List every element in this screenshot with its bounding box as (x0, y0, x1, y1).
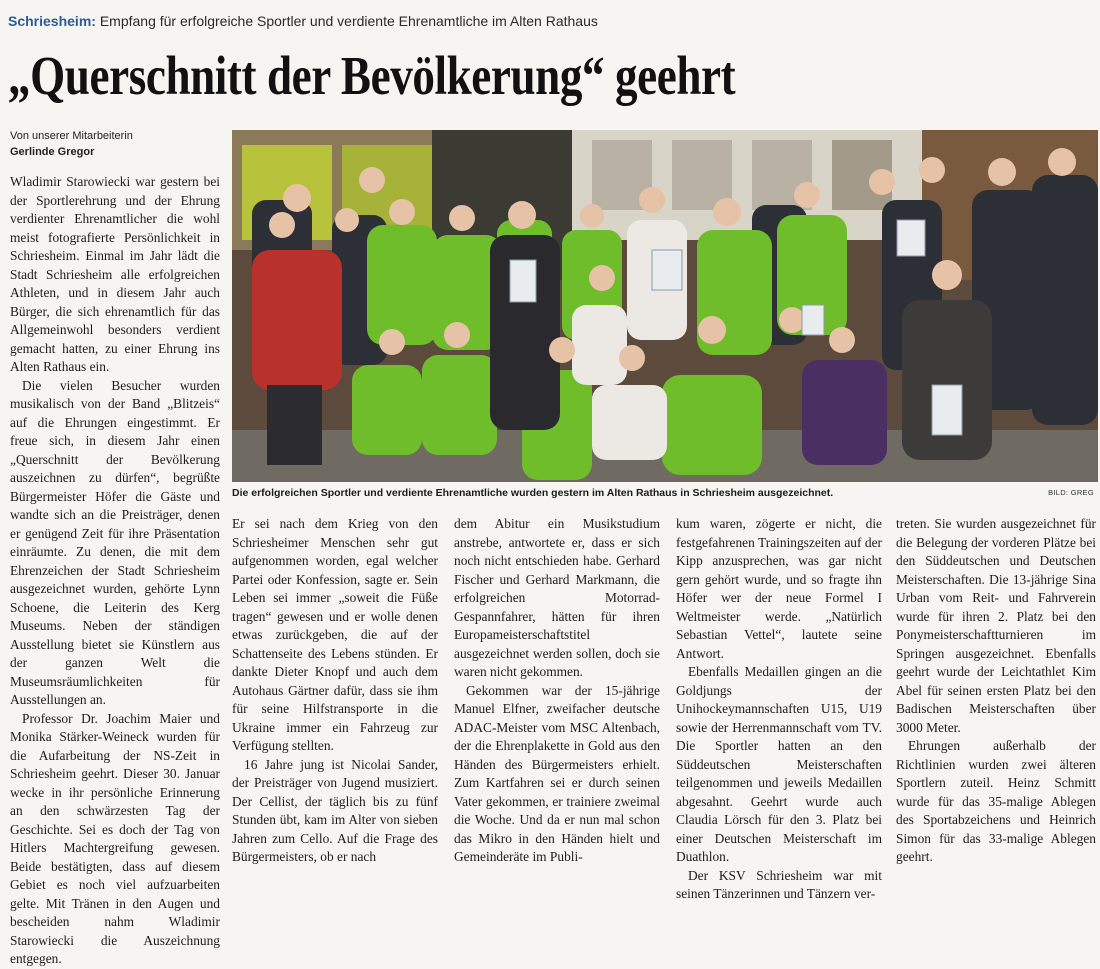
text-column-3 (454, 515, 660, 864)
text-column-4 (676, 515, 882, 901)
photo-credit: BILD: GREG (1048, 488, 1094, 497)
headline: „Querschnitt der Bevölkerung“ geehrt (8, 45, 736, 106)
kicker-text: Empfang für erfolgreiche Sportler und verdiente Ehrenamtliche im Alten Rathaus (99, 13, 598, 29)
text-column-2 (232, 515, 438, 864)
byline-intro: Von unserer Mitarbeiterin (10, 130, 133, 142)
photo-caption: Die erfolgreichen Sportler und verdiente Ehrenamtliche wurden gestern im Alten Rathaus in Schriesheim ausgezeichnet. (232, 487, 834, 499)
paragraph: Ebenfalls Medaillen gingen an die Goldjungs der Unihockeymannschaften U15, U19 sowie der Herrenmannschaft vom TV. Die Sportler hatten an den Süddeutschen Meisterschaften teilgenommen und jeweils Medaillen abgesahnt. Geehrt wurde auch Claudia Lörsch für den 3. Platz bei einer Deutschen Meisterschaft im Duathlon. (676, 664, 882, 864)
paragraph: kum waren, zögerte er nicht, die festgefahrenen Trainingszeiten auf der Kipp anzusprechen, was gar nicht gern gehört wurde, und so fragte ihn Höfer wer der neue Formel I Weltmeister werde. „Natürlich Sebastian Vettel“, lautete seine Antwort. (676, 516, 882, 661)
paragraph: Gekommen war der 15-jährige Manuel Elfner, zweifacher deutsche ADAC-Meister vom MSC Altenbach, der die Ehrenplakette in Gold aus den Händen des Bürgermeisters erhielt. Zum Kartfahren sei er durch seinen Vater gekommen, er trainiere zweimal die Woche. Und da er nun mal schon das Mikro in den Händen hielt und Gemeinderäte im Publi- (454, 682, 660, 864)
paragraph: Er sei nach dem Krieg von den Schriesheimer Menschen sehr gut aufgenommen worden, egal welcher Partei oder Konfession, sagte er. Sein Leben sei immer „soweit die Füße tragen“ gewesen und er wolle denen etwas zurückgeben, die auf der Schattenseite des Lebens stünden. Er dankte Dieter Knopf und auch dem Autohaus Gärtner dafür, dass sie ihm für seine Hilfstransporte in die Ukraine immer ein Fahrzeug zur Verfügung stellten. (232, 516, 438, 753)
kicker-line (8, 12, 1088, 30)
kicker-place: Schriesheim: (8, 13, 96, 29)
group-photo (232, 130, 1098, 482)
byline (10, 128, 133, 160)
paragraph: Die vielen Besucher wurden musikalisch von der Band „Blitzeis“ auf die Ehrungen eingestimmt. Er freue sich, in diesem Jahr einen „Querschnitt der Bevölkerung auszeichnen zu dürfen“, begrüßte Bürgermeister Höfer die Gäste und wandte sich an die Preisträger, denen er genügend Zeit für ihre Präsentation einräumte. Zu denen, die mit dem Ehrenzeichen der Stadt Schriesheim ausgezeichnet wurden, gehörte Lynn Schoene, die Leiterin des Kerg Museums. Neben der ständigen Ausstellung bietet sie Künstlern aus der ganzen Welt die Museumsräumlichkeiten für Ausstellungen an. (10, 377, 220, 707)
text-column-1 (10, 173, 220, 966)
paragraph: treten. Sie wurden ausgezeichnet für die Belegung der vorderen Plätze bei den Süddeutschen und Deutschen Meisterschaften. Die 13-jährige Sina Urban vom Reit- und Fahrverein wurde für ihren 2. Platz bei den Ponymeisterschaftturnieren im Springen ausgezeichnet. Ebenfalls geehrt wurde der Leichtathlet Kim Abel für seinen ersten Platz bei den Badischen Meisterschaften über 3000 Meter. (896, 516, 1096, 735)
text-column-5 (896, 515, 1096, 864)
paragraph: 16 Jahre jung ist Nicolai Sander, der Preisträger von Jugend musiziert. Der Cellist, der täglich bis zu fünf Stunden übt, kam im Alter von sieben Jahren zum Cello. Auf die Frage des Bürgermeisters, ob er nach (232, 756, 438, 864)
paragraph: Der KSV Schriesheim war mit seinen Tänzerinnen und Tänzern ver- (676, 867, 882, 901)
paragraph: dem Abitur ein Musikstudium anstrebe, antwortete er, dass er sich noch nicht entschieden habe. Gerhard Fischer und Gerhard Markmann, die erfolgreichen Motorrad-Gespannfahrer, hätten für ihren Europameisterschaftstitel ausgezeichnet werden sollen, doch sie waren nicht gekommen. (454, 516, 660, 679)
byline-author: Gerlinde Gregor (10, 146, 95, 158)
paragraph: Wladimir Starowiecki war gestern bei der Sportlerehrung und der Ehrung verdienter Ehrenamtlicher die wohl meist fotografierte Persönlichkeit in Schriesheim. Einmal im Jahr lädt die Stadt Schriesheim alle erfolgreichen Athleten, und in diesem Jahr auch Bürger, die sich ehrenamtlich für das Allgemeinwohl besonders verdient gemacht hatten, zu einer Ehrung ins Alten Rathaus ein. (10, 174, 220, 374)
paragraph: Ehrungen außerhalb der Richtlinien wurden zwei älteren Sportlern zuteil. Heinz Schmitt wurde für das 35-malige Ablegen des Sportabzeichens und Heinrich Simon für das 33-malige Ablegen geehrt. (896, 738, 1096, 864)
group-photo-illustration (232, 130, 1098, 482)
paragraph: Professor Dr. Joachim Maier und Monika Stärker-Weineck wurden für die Aufarbeitung der NS-Zeit in Schriesheim geehrt. Dieser 30. Januar wecke in ihr persönliche Erinnerung an den schwärzesten Tag der Geschichte. Sei es doch der Tag von Hitlers Machtergreifung gewesen. Beide bestätigten, dass auf diesem Gebiet es noch viel aufzuarbeiten gelte. Mit Tränen in den Augen und bescheiden nahm Wladimir Starowiecki die Auszeichnung entgegen. (10, 710, 220, 966)
